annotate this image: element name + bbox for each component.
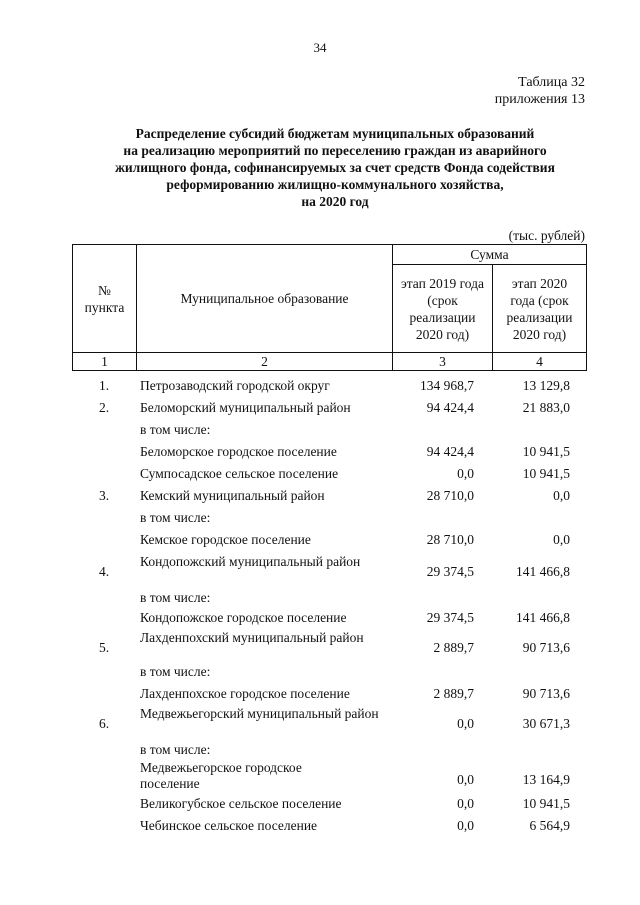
row-name: Кондопожское городское поселение: [140, 610, 347, 625]
title-line: жилищного фонда, софинансируемых за счет средств Фонда содействия: [115, 160, 555, 175]
title-line: Распределение субсидий бюджетам муниципальных образований: [135, 126, 535, 141]
row-value-2019: 28 710,0: [426, 532, 474, 547]
row-name: в том числе:: [140, 510, 211, 525]
row-value-2020: 6 564,9: [529, 818, 570, 833]
row-name: в том числе:: [140, 422, 211, 437]
row-value-2019: 0,0: [457, 818, 474, 833]
title-line: на 2020 год: [301, 194, 369, 209]
row-value-2020: 10 941,5: [522, 444, 570, 459]
row-name: в том числе:: [140, 664, 211, 679]
header-stage-2020: этап 2020 года (срок реализации 2020 год): [493, 265, 587, 353]
row-number: 3.: [98, 488, 110, 503]
row-name: Медвежьегорское городское поселение: [140, 760, 302, 791]
row-value-2020: 13 129,8: [522, 378, 570, 393]
row-value-2019: 94 424,4: [426, 400, 474, 415]
row-name: Беломорское городское поселение: [140, 444, 337, 459]
row-name: Кемское городское поселение: [140, 532, 311, 547]
row-number: 1.: [98, 378, 110, 393]
row-name: Лахденпохское городское поселение: [140, 686, 350, 701]
row-name: Кемский муниципальный район: [140, 488, 325, 503]
header-num: № пункта: [73, 245, 137, 353]
row-number: 4.: [98, 564, 110, 579]
row-name: Великогубское сельское поселение: [140, 796, 342, 811]
table-header: [72, 244, 587, 371]
table-reference-line-2: приложения 13: [494, 92, 585, 107]
row-value-2020: 0,0: [553, 532, 570, 547]
row-value-2019: 28 710,0: [426, 488, 474, 503]
row-value-2020: 10 941,5: [522, 466, 570, 481]
column-number: 2: [137, 353, 393, 371]
title-line: реформированию жилищно-коммунального хозяйства,: [166, 177, 504, 192]
row-value-2020: 141 466,8: [516, 564, 570, 579]
row-name: Петрозаводский городской округ: [140, 378, 330, 393]
row-value-2019: 29 374,5: [426, 610, 474, 625]
column-number: 3: [393, 353, 493, 371]
row-name: Лахденпохский муниципальный район: [140, 630, 364, 645]
header-sum: Сумма: [393, 245, 587, 265]
row-value-2019: 29 374,5: [426, 564, 474, 579]
row-value-2019: 134 968,7: [420, 378, 474, 393]
row-value-2019: 2 889,7: [433, 686, 474, 701]
table-reference: [495, 74, 585, 108]
row-value-2020: 13 164,9: [522, 772, 570, 787]
row-number: 6.: [98, 716, 110, 731]
row-value-2019: 2 889,7: [433, 640, 474, 655]
row-name: Кондопожский муниципальный район: [140, 554, 361, 569]
row-name: в том числе:: [140, 590, 211, 605]
row-number: 2.: [98, 400, 110, 415]
row-name: в том числе:: [140, 742, 211, 757]
row-value-2020: 10 941,5: [522, 796, 570, 811]
row-value-2020: 30 671,3: [522, 716, 570, 731]
row-value-2020: 141 466,8: [516, 610, 570, 625]
row-value-2019: 0,0: [457, 716, 474, 731]
row-name: Сумпосадское сельское поселение: [140, 466, 339, 481]
header-municipality: Муниципальное образование: [137, 245, 393, 353]
row-number: 5.: [98, 640, 110, 655]
page-number: 34: [313, 40, 327, 55]
row-value-2019: 94 424,4: [426, 444, 474, 459]
row-value-2020: 90 713,6: [522, 686, 570, 701]
row-value-2020: 90 713,6: [522, 640, 570, 655]
row-value-2019: 0,0: [457, 466, 474, 481]
row-value-2019: 0,0: [457, 796, 474, 811]
column-number: 1: [73, 353, 137, 371]
document-title: [70, 125, 600, 210]
table-reference-line-1: Таблица 32: [518, 75, 585, 90]
units-label: (тыс. рублей): [508, 228, 585, 243]
row-name: Чебинское сельское поселение: [140, 818, 318, 833]
row-value-2020: 0,0: [553, 488, 570, 503]
row-name: Медвежьегорский муниципальный район: [140, 706, 379, 721]
row-value-2019: 0,0: [457, 772, 474, 787]
title-line: на реализацию мероприятий по переселению граждан из аварийного: [123, 143, 547, 158]
row-name: Беломорский муниципальный район: [140, 400, 351, 415]
column-number: 4: [493, 353, 587, 371]
header-stage-2019: этап 2019 года (срок реализации 2020 год): [393, 265, 493, 353]
row-value-2020: 21 883,0: [522, 400, 570, 415]
